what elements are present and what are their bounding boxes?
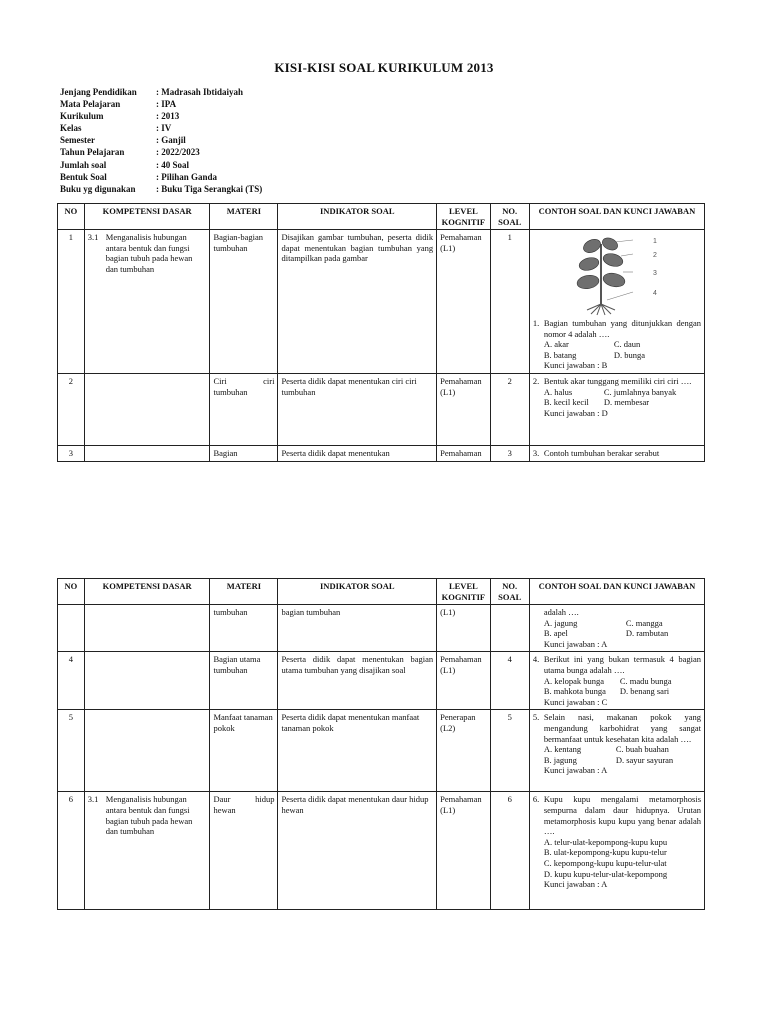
- nosoal-cell: 3: [490, 445, 529, 461]
- kd-cell: [84, 445, 210, 461]
- option: C. daun: [613, 339, 641, 350]
- materi-cell: Manfaat tanaman pokok: [210, 710, 278, 792]
- question-number: 1.: [532, 318, 540, 328]
- meta-value: : Pilihan Ganda: [156, 171, 218, 182]
- header-kompetensi-dasar: KOMPETENSI DASAR: [84, 204, 210, 230]
- meta-key: Buku yg digunakan: [60, 183, 136, 194]
- nosoal-cell: 6: [490, 792, 529, 910]
- meta-row: [60, 98, 262, 110]
- option: B. batang: [543, 349, 577, 360]
- answer-options: [533, 387, 701, 408]
- question-text: Bentuk akar tunggang memiliki ciri ciri ….: [543, 375, 692, 386]
- identity-block: [60, 86, 262, 195]
- table-row: [58, 710, 705, 792]
- answer-key: Kunci jawaban : A: [543, 638, 608, 649]
- question-text: Selain nasi, makanan pokok yang mengandung karbohidrat yang sangat bermanfaat untuk kesehatan kita adalah ….: [543, 712, 701, 744]
- question-number: 4.: [532, 654, 540, 665]
- answer-key: Kunci jawaban : B: [543, 360, 608, 371]
- indikator-cell: bagian tumbuhan: [278, 605, 437, 652]
- option: B. jagung: [543, 754, 577, 765]
- question: [533, 376, 701, 387]
- meta-value: : Madrasah Ibtidaiyah: [156, 87, 244, 97]
- meta-key: Semester: [60, 135, 95, 146]
- option: D. sayur sayuran: [615, 754, 674, 765]
- option: B. kecil kecil: [543, 397, 589, 408]
- kd-cell: [84, 652, 210, 710]
- example-cell: [529, 445, 704, 461]
- example-cell: [529, 652, 704, 710]
- materi-cell: Bagian: [210, 445, 278, 461]
- option: D. bunga: [613, 349, 645, 360]
- answer-key: Kunci jawaban : A: [543, 879, 608, 890]
- plant-diagram-image: [567, 234, 657, 316]
- meta-key: Jenjang Pendidikan: [60, 87, 137, 97]
- option: C. buah buahan: [615, 744, 669, 755]
- question: [533, 654, 701, 675]
- row-number: 2: [58, 373, 85, 445]
- question-grid-table-2: [57, 578, 705, 910]
- materi-cell: tumbuhan: [210, 605, 278, 652]
- meta-key: Mata Pelajaran: [60, 99, 121, 110]
- table-header-row: [58, 579, 705, 605]
- option: A. jagung: [543, 617, 578, 628]
- level-cell: Pemahaman: [437, 445, 491, 461]
- row-number: 6: [58, 792, 85, 910]
- level-cell: Pemahaman (L1): [437, 373, 491, 445]
- question: [533, 794, 701, 836]
- nosoal-cell: 4: [490, 652, 529, 710]
- level-cell: Pemahaman (L1): [437, 792, 491, 910]
- kd-cell: [84, 792, 210, 910]
- option: A. halus: [543, 386, 573, 397]
- option: A. kelopak bunga: [543, 675, 605, 686]
- option: C. madu bunga: [619, 675, 672, 686]
- question-number: 2.: [532, 375, 540, 386]
- header-no: NO: [58, 204, 85, 230]
- meta-row: [60, 146, 262, 158]
- question-text: Contoh tumbuhan berakar serabut: [543, 447, 660, 458]
- row-number: [58, 605, 85, 652]
- table-row: [58, 373, 705, 445]
- question-number: 3.: [532, 447, 540, 458]
- kd-cell: [84, 373, 210, 445]
- example-cell: [529, 605, 704, 652]
- option: C. jumlahnya banyak: [603, 386, 677, 397]
- document-title: KISI-KISI SOAL KURIKULUM 2013: [274, 60, 494, 75]
- example-cell: [529, 230, 704, 374]
- option: B. mahkota bunga: [543, 686, 606, 697]
- question: [533, 448, 701, 459]
- row-number: 3: [58, 445, 85, 461]
- nosoal-cell: [490, 605, 529, 652]
- row-number: 4: [58, 652, 85, 710]
- meta-key: Tahun Pelajaran: [60, 147, 125, 158]
- question-number: 5.: [532, 712, 540, 723]
- meta-value: : Buku Tiga Serangkai (TS): [156, 183, 263, 194]
- plant-label-2: 2: [652, 252, 657, 259]
- nosoal-cell: 2: [490, 373, 529, 445]
- header-kompetensi-dasar: KOMPETENSI DASAR: [84, 579, 210, 605]
- meta-value: : Ganjil: [156, 135, 186, 146]
- kd-text: Menganalisis hubungan antara bentuk dan fungsi bagian tubuh pada hewan dan tumbuhan: [105, 794, 193, 837]
- question-grid-table-1: [57, 203, 705, 462]
- level-cell: Penerapan (L2): [437, 710, 491, 792]
- answer-options: [533, 676, 701, 697]
- meta-value: : 2013: [156, 111, 180, 122]
- option: B. ulat-kepompong-kupu kupu-telur: [543, 847, 667, 858]
- option: D. membesar: [603, 397, 650, 408]
- plant-label-3: 3: [652, 270, 657, 277]
- header-contoh-soal: CONTOH SOAL DAN KUNCI JAWABAN: [529, 579, 704, 605]
- example-cell: [529, 373, 704, 445]
- table-row: [58, 605, 705, 652]
- kd-code: 3.1: [87, 794, 99, 805]
- table-row: [58, 652, 705, 710]
- plant-figure: [533, 232, 701, 318]
- question-text: Kupu kupu mengalami metamorphosis sempurna dalam daur hidupnya. Urutan metamorphosis kupu kupu yang benar adalah ….: [543, 794, 701, 837]
- meta-row: [60, 122, 262, 134]
- question: [533, 712, 701, 744]
- meta-row: [60, 134, 262, 146]
- header-no-soal: NO. SOAL: [490, 204, 529, 230]
- meta-row: [60, 110, 262, 122]
- table-row: [58, 792, 705, 910]
- answer-options: [533, 837, 701, 879]
- meta-value: : 40 Soal: [156, 159, 190, 170]
- meta-key: Kelas: [60, 123, 82, 134]
- level-cell: Pemahaman (L1): [437, 652, 491, 710]
- nosoal-cell: 5: [490, 710, 529, 792]
- indikator-cell: Peserta didik dapat menentukan daur hidup hewan: [278, 792, 437, 910]
- kd-cell: [84, 710, 210, 792]
- header-no: NO: [58, 579, 85, 605]
- header-indikator-soal: INDIKATOR SOAL: [278, 579, 437, 605]
- header-materi: MATERI: [210, 579, 278, 605]
- option: D. kupu kupu-telur-ulat-kepompong: [543, 868, 668, 879]
- answer-options: [533, 339, 701, 360]
- row-number: 5: [58, 710, 85, 792]
- indikator-cell: Peserta didik dapat menentukan: [278, 445, 437, 461]
- nosoal-cell: 1: [490, 230, 529, 374]
- table-row: [58, 445, 705, 461]
- meta-key: Bentuk Soal: [60, 171, 107, 182]
- option: D. rambutan: [625, 628, 669, 639]
- indikator-cell: Peserta didik dapat menentukan bagian utama tumbuhan yang disajikan soal: [278, 652, 437, 710]
- example-cell: [529, 792, 704, 910]
- answer-key: Kunci jawaban : C: [543, 696, 608, 707]
- meta-row: [60, 86, 262, 98]
- materi-cell: Bagian utama tumbuhan: [210, 652, 278, 710]
- option: B. apel: [543, 628, 568, 639]
- meta-key: Jumlah soal: [60, 159, 107, 170]
- plant-label-4: 4: [652, 290, 657, 297]
- option: C. mangga: [625, 617, 663, 628]
- meta-value: : 2022/2023: [156, 147, 200, 158]
- meta-row: [60, 159, 262, 171]
- kd-cell: [84, 605, 210, 652]
- plant-label-1: 1: [652, 238, 657, 245]
- answer-options: [533, 618, 701, 639]
- row-number: 1: [58, 230, 85, 374]
- plant-number-labels: [649, 234, 667, 316]
- indikator-cell: Peserta didik dapat menentukan manfaat tanaman pokok: [278, 710, 437, 792]
- option: A. telur-ulat-kepompong-kupu kupu: [543, 836, 668, 847]
- materi-cell: Bagian-bagian tumbuhan: [210, 230, 278, 374]
- example-cell: [529, 710, 704, 792]
- meta-row: [60, 183, 262, 195]
- kd-code: 3.1: [87, 232, 99, 242]
- level-cell: (L1): [437, 605, 491, 652]
- kd-cell: [84, 230, 210, 374]
- header-materi: MATERI: [210, 204, 278, 230]
- question-text: Bagian tumbuhan yang ditunjukkan dengan nomor 4 adalah ….: [543, 318, 701, 339]
- meta-row: [60, 171, 262, 183]
- question: [533, 318, 701, 339]
- option: A. akar: [543, 339, 569, 350]
- table-header-row: [58, 204, 705, 230]
- table-row: [58, 230, 705, 374]
- kd-text: Menganalisis hubungan antara bentuk dan fungsi bagian tubuh pada hewan dan tumbuhan: [105, 232, 193, 274]
- header-level-kognitif: LEVEL KOGNITIF: [437, 579, 491, 605]
- option: A. kentang: [543, 744, 582, 755]
- header-no-soal: NO. SOAL: [490, 579, 529, 605]
- meta-key: Kurikulum: [60, 111, 104, 122]
- answer-options: [533, 744, 701, 765]
- materi-cell: Daur hidup hewan: [210, 792, 278, 910]
- header-indikator-soal: INDIKATOR SOAL: [278, 204, 437, 230]
- level-cell: Pemahaman (L1): [437, 230, 491, 374]
- option: D. benang sari: [619, 686, 670, 697]
- indikator-cell: Disajikan gambar tumbuhan, peserta didik dapat menentukan bagian tumbuhan yang ditampilkan pada gambar: [278, 230, 437, 374]
- meta-value: : IV: [156, 123, 172, 134]
- header-level-kognitif: LEVEL KOGNITIF: [437, 204, 491, 230]
- option: C. kepompong-kupu kupu-telur-ulat: [543, 857, 667, 868]
- question-continuation: adalah ….: [543, 607, 579, 617]
- question-number: 6.: [532, 794, 540, 805]
- meta-value: : IPA: [156, 99, 177, 110]
- header-contoh-soal: CONTOH SOAL DAN KUNCI JAWABAN: [529, 204, 704, 230]
- answer-key: Kunci jawaban : D: [543, 407, 608, 418]
- materi-cell: Ciri ciri tumbuhan: [210, 373, 278, 445]
- indikator-cell: Peserta didik dapat menentukan ciri ciri tumbuhan: [278, 373, 437, 445]
- answer-key: Kunci jawaban : A: [543, 765, 608, 776]
- question-text: Berikut ini yang bukan termasuk 4 bagian utama bunga adalah ….: [543, 654, 701, 675]
